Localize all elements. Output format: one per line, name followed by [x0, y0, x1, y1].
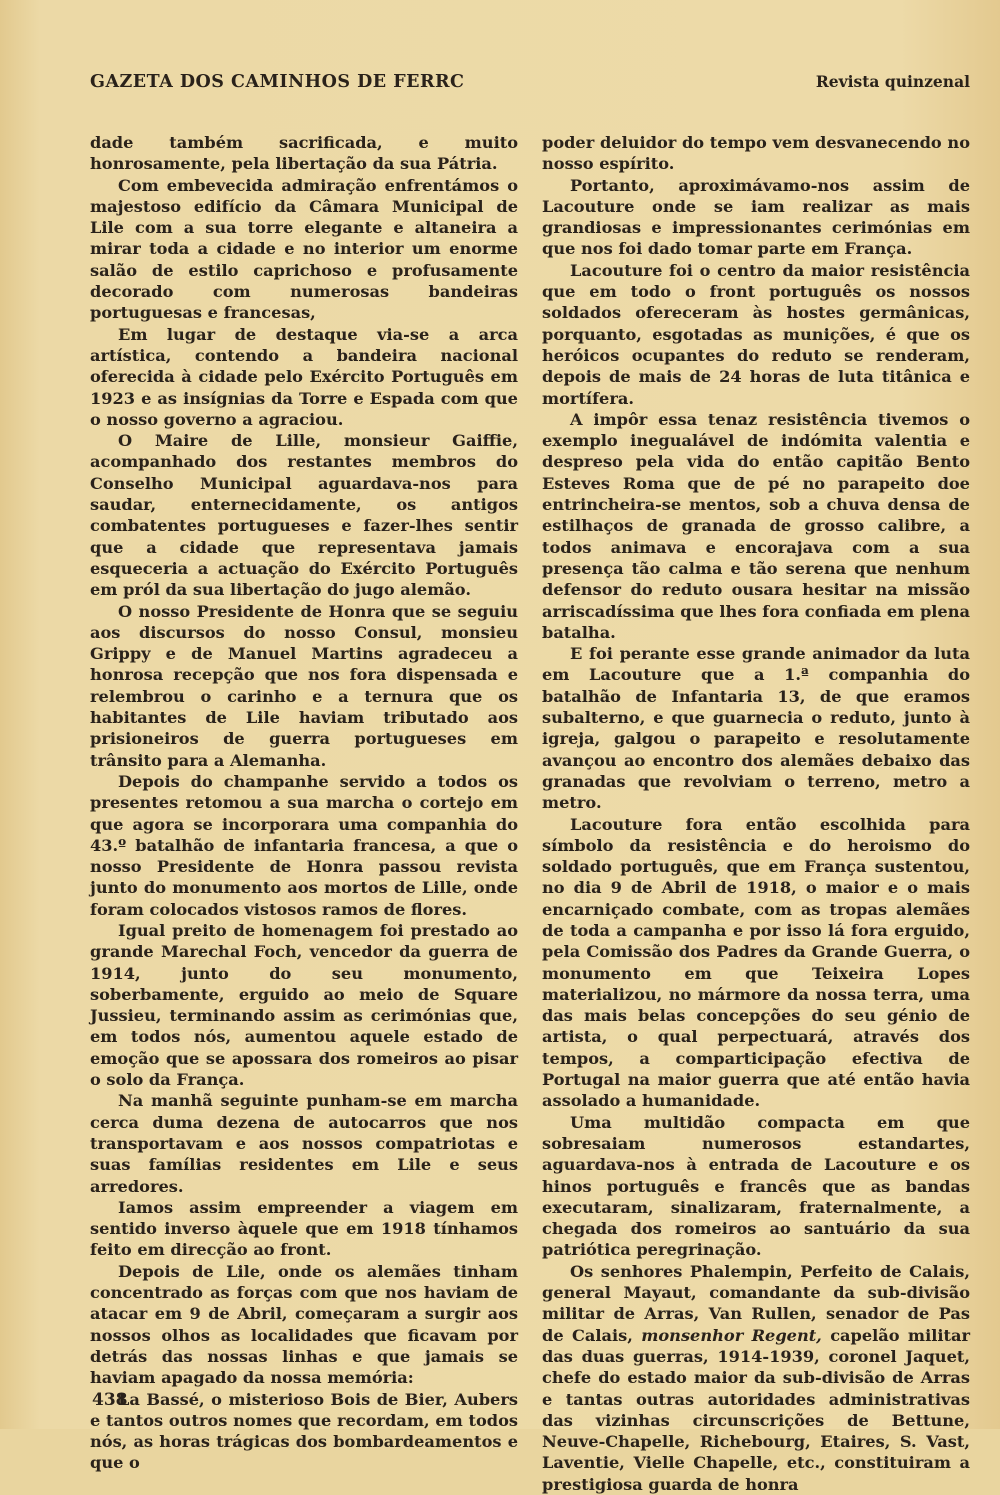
paragraph: Em lugar de destaque via-se a arca artística, contendo a bandeira nacional oferecida à cidade pelo Exército Português em 1923 e as insígnias da Torre e Espada com que o nosso governo a agraciou. — [90, 324, 518, 429]
paragraph: Na manhã seguinte punham-se em marcha cerca duma dezena de autocarros que nos transportavam e aos nossos compatriotas e suas famílias residentes em Lile e seus arredores. — [90, 1091, 518, 1196]
paragraph-text: capelão militar das duas guerras, 1914-1939, coronel Jaquet, chefe do estado maior da sub-divisão de Arras e tantas outras autoridades administrativas das vizinhas circunscrições de Bettune, Neuve-Chapelle, Richebourg, Etaires, S. Vast, Laventie, Vielle Chapelle, etc., constituiram a prestigiosa guarda de honra — [542, 1325, 971, 1494]
magazine-title: GAZETA DOS CAMINHOS DE FERRC — [90, 72, 465, 92]
paragraph: La Bassé, o misterioso Bois de Bier, Aubers e tantos outros nomes que recordam, em todos nós, as horas trágicas dos bombardeamentos e que o — [90, 1389, 518, 1473]
paragraph-text: Os senhores Phalempin, Perfeito de Calais, general Mayaut, comandante da sub-divisão militar de Arras, Van Rullen, senador de Pas de Calais, — [542, 1261, 970, 1345]
paragraph: Igual preito de homenagem foi prestado ao grande Marechal Foch, vencedor da guerra de 1914, junto do seu monumento, soberbamente, erguido ao meio de Square Jussieu, terminando assim as cerimónias que, em todos nós, aumentou aquele estado de emoção que se apossara dos romeiros ao pisar o solo da França. — [90, 920, 518, 1090]
paragraph: Lacouture fora então escolhida para símbolo da resistência e do heroismo do soldado português, que em França sustentou, no dia 9 de Abril de 1918, o maior e o mais encarniçado combate, com as tropas alemães de toda a campanha e por isso lá fora erguido, pela Comissão dos Padres da Grande Guerra, o monumento em que Teixeira Lopes materializou, no mármore da nossa terra, uma das mais belas concepções do seu génio de artista, o qual perpectuará, através dos tempos, a comparticipação efectiva de Portugal na maior guerra que até então havia assolado a humanidade. — [542, 814, 970, 1111]
publication-frequency: Revista quinzenal — [815, 72, 970, 91]
paragraph: Portanto, aproximávamo-nos assim de Lacouture onde se iam realizar as mais grandiosas e impressionantes cerimónias em que nos foi dado tomar parte em França. — [542, 175, 970, 259]
paragraph: Iamos assim empreender a viagem em sentido inverso àquele que em 1918 tínhamos feito em direcção ao front. — [90, 1197, 518, 1260]
paragraph — [542, 1261, 970, 1495]
paragraph: A impôr essa tenaz resistência tivemos o exemplo inegualável de indómita valentia e despreso pela vida do então capitão Bento Esteves Roma que de pé no parapeito doe entrincheira-se mentos, sob a chuva densa de estilhaços de granada de grosso calibre, a todos animava e encorajava com a sua presença tão calma e tão serena que nenhum defensor do reduto ousara hesitar na missão arriscadíssima que lhes fora confiada em plena batalha. — [542, 409, 970, 642]
page-number: 438 — [92, 1390, 128, 1410]
paragraph: dade também sacrificada, e muito honrosamente, pela libertação da sua Pátria. — [90, 133, 518, 174]
emphasized-name: monsenhor Regent, — [641, 1325, 822, 1345]
paragraph: O Maire de Lille, monsieur Gaiffie, acompanhado dos restantes membros do Conselho Municipal aguardava-nos para saudar, enternecidamente, os antigos combatentes portugueses e fazer-lhes sentir que a cidade que representava jamais esqueceria a actuação do Exército Português em pról da sua libertação do jugo alemão. — [90, 431, 518, 600]
running-header — [90, 72, 970, 102]
paragraph: Uma multidão compacta em que sobresaiam numerosos estandartes, aguardava-nos à entrada de Lacouture e os hinos português e francês que as bandas executaram, sinalizaram, fraternalmente, a chegada dos romeiros ao santuário da sua patriótica peregrinação. — [542, 1112, 970, 1260]
paragraph: Depois do champanhe servido a todos os presentes retomou a sua marcha o cortejo em que agora se incorporara uma companhia do 43.º batalhão de infantaria francesa, a que o nosso Presidente de Honra passou revista junto do monumento aos mortos de Lille, onde foram colocados vistosos ramos de flores. — [90, 771, 518, 919]
paragraph: Com embevecida admiração enfrentámos o majestoso edifício da Câmara Municipal de Lile com a sua torre elegante e altaneira a mirar toda a cidade e no interior um enorme salão de estilo caprichoso e profusamente decorado com numerosas bandeiras portuguesas e francesas, — [90, 175, 518, 323]
paragraph: Lacouture foi o centro da maior resistência que em todo o front português os nossos soldados ofereceram às hostes germânicas, porquanto, esgotadas as munições, é que os heróicos ocupantes do reduto se renderam, depois de mais de 24 horas de luta titânica e mortífera. — [542, 260, 970, 408]
paragraph: O nosso Presidente de Honra que se seguiu aos discursos do nosso Consul, monsieu Grippy e de Manuel Martins agradeceu a honrosa recepção que nos fora dispensada e relembrou o carinho e a ternura que os habitantes de Lile haviam tributado aos prisioneiros de guerra portugueses em trânsito para a Alemanha. — [90, 601, 518, 770]
left-column — [90, 132, 518, 1474]
paragraph: E foi perante esse grande animador da luta em Lacouture que a 1.ª companhia do batalhão de Infantaria 13, de que eramos subalterno, e que guarnecia o reduto, junto à igreja, galgou o parapeito e resolutamente avançou ao encontro dos alemães debaixo das granadas que revolviam o terreno, metro a metro. — [542, 644, 970, 813]
paragraph: poder deluidor do tempo vem desvanecendo no nosso espírito. — [542, 133, 970, 174]
right-column — [542, 132, 970, 1495]
paragraph: Depois de Lile, onde os alemães tinham concentrado as forças com que nos haviam de atacar em 9 de Abril, começaram a surgir aos nossos olhos as localidades que ficavam por detrás das nossas linhas e que jamais se haviam apagado da nossa memória: — [90, 1261, 518, 1388]
